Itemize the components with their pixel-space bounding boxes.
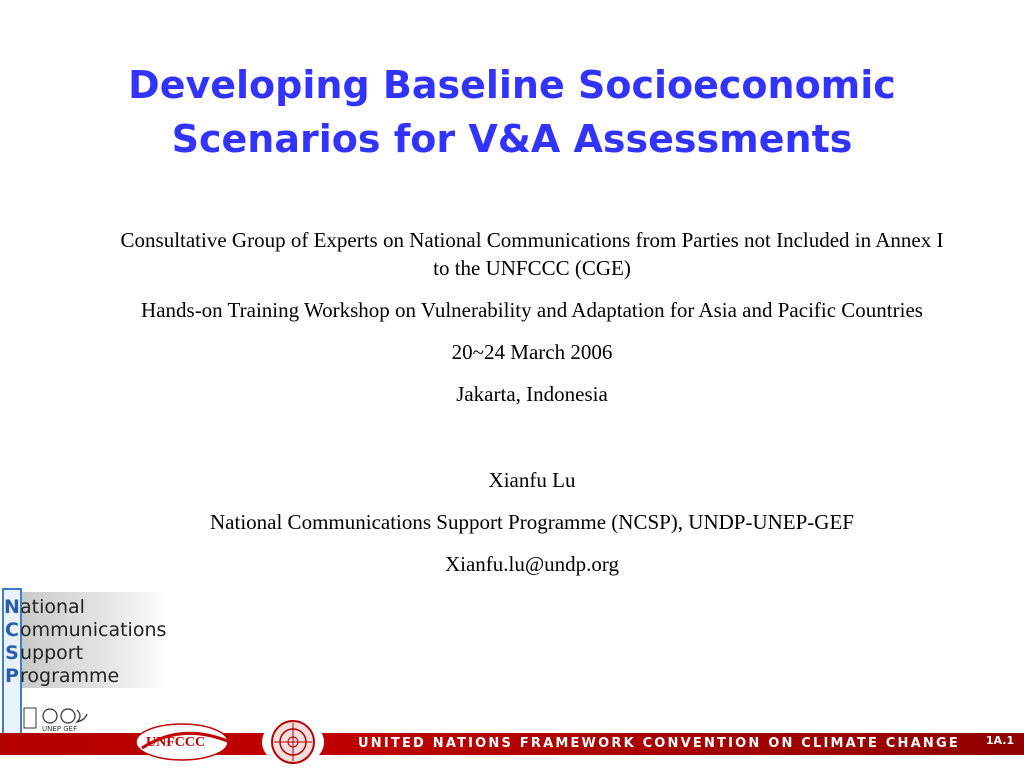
partner-logos [22,706,92,732]
location-text: Jakarta, Indonesia [456,382,608,406]
spacer [112,422,952,466]
banner-text: UNITED NATIONS FRAMEWORK CONVENTION ON CLIMATE CHANGE [358,736,960,751]
workshop-text: Hands-on Training Workshop on Vulnerability and Adaptation for Asia and Pacific Countries [141,298,923,322]
un-emblem [262,718,324,766]
ncsp-row: Programme [5,665,120,687]
dates-text: 20~24 March 2006 [451,340,613,364]
ncsp-logo [0,588,170,736]
organization-text: Consultative Group of Experts on National Communications from Parties not Included in Annex I to the UNFCCC (CGE) [120,228,944,280]
presenter-name: Xianfu Lu [488,468,576,492]
unfccc-label: UNFCCC [146,735,206,750]
unfccc-logo [130,718,240,764]
title-line-2: Scenarios for V&A Assessments [171,117,853,161]
slide-body [112,226,952,592]
unfccc-logo-icon [130,718,240,764]
ncsp-row: Communications [5,619,167,641]
affiliation-text: National Communications Support Programme (NCSP), UNDP-UNEP-GEF [210,510,854,534]
title-line-1: Developing Baseline Socioeconomic [128,63,896,107]
partner-names: UNEP GEF [42,725,78,733]
slide-number: 1A.1 [985,734,1015,747]
slide-title [60,58,964,166]
un-emblem-icon [262,718,324,766]
ncsp-row: National [4,596,85,618]
ncsp-row: Support [5,642,84,664]
email-text: Xianfu.lu@undp.org [444,552,620,576]
